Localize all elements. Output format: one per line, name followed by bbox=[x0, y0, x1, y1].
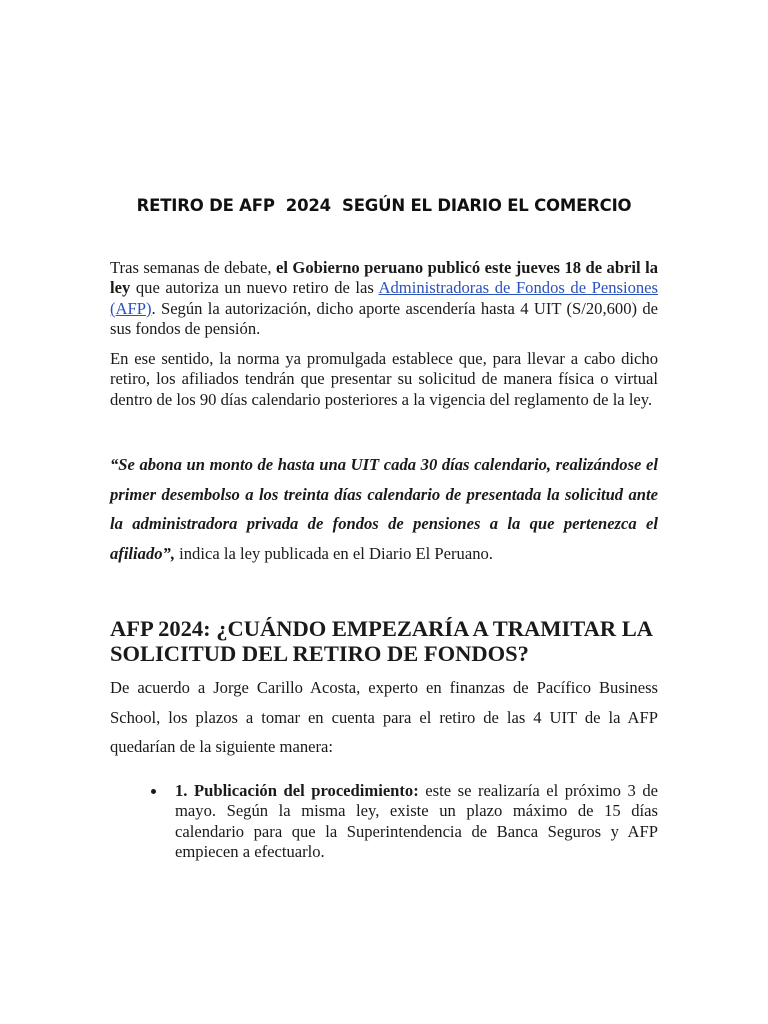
paragraph-intro-middle: que autoriza un nuevo retiro de las bbox=[130, 278, 379, 298]
document-title: RETIRO DE AFP 2024 SEGÚN EL DIARIO EL COMERCIO bbox=[136, 196, 632, 215]
bullet-list bbox=[148, 781, 658, 863]
paragraph-procedure: En ese sentido, la norma ya promulgada establece que, para llevar a cabo dicho retiro, los afiliados tendrán que presentar su solicitud de manera física o virtual dentro de los 90 días calendario posteriores a la vigencia del reglamento de la ley. bbox=[110, 349, 658, 409]
law-quote bbox=[110, 450, 658, 568]
paragraph-intro bbox=[110, 258, 658, 340]
list-item bbox=[148, 781, 658, 863]
paragraph-intro-end: . Según la autorización, dicho aporte ascendería hasta 4 UIT (S/20,600) de sus fondos de pensión. bbox=[110, 298, 658, 339]
paragraph-intro-bold: el Gobierno peruano publicó este jueves 18 de abril la ley bbox=[110, 258, 658, 298]
paragraph-expert: De acuerdo a Jorge Carillo Acosta, experto en finanzas de Pacífico Business School, los plazos a tomar en cuenta para el retiro de las 4 UIT de la AFP quedarían de la siguiente manera: bbox=[110, 678, 658, 756]
list-item-text: este se realizaría el próximo 3 de mayo. Según la misma ley, existe un plazo máximo de 15 días calendario para que la Superintendencia de Banca Seguros y AFP empiecen a efectuarlo. bbox=[175, 781, 658, 862]
section-heading: AFP 2024: ¿CUÁNDO EMPEZARÍA A TRAMITAR LA SOLICITUD DEL RETIRO DE FONDOS? bbox=[110, 616, 652, 666]
list-item-title: 1. Publicación del procedimiento: bbox=[175, 781, 419, 800]
law-quote-attribution: indica la ley publicada en el Diario El Peruano. bbox=[175, 543, 493, 563]
law-quote-text: “Se abona un monto de hasta una UIT cada 30 días calendario, realizándose el primer desembolso a los treinta días calendario de presentada la solicitud ante la administradora privada de fondos de pensiones a la que pertenezca el afiliado”, bbox=[110, 455, 658, 563]
afp-link[interactable]: Administradoras de Fondos de Pensiones (AFP) bbox=[110, 278, 659, 318]
paragraph-intro-text: Tras semanas de debate, bbox=[110, 258, 276, 277]
bullet-dot-icon bbox=[151, 789, 156, 794]
